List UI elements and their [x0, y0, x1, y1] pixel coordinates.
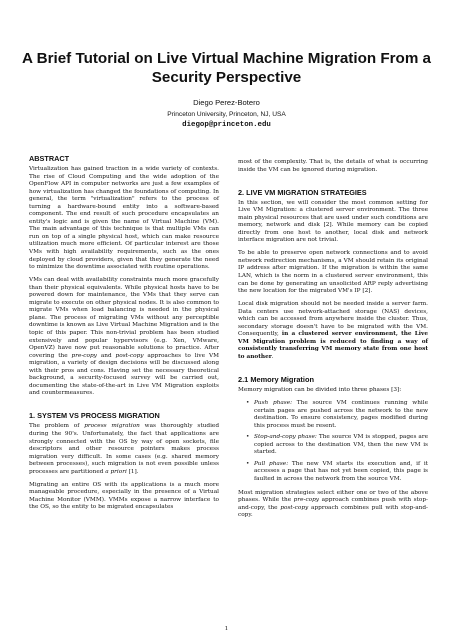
section-2-1-paragraph-2: Most migration strategies select either one or two of the above phases. While the pre-copy approach combines push with stop-and-copy, the post-copy approach combines pull with stop-and-copy. — [238, 489, 428, 519]
page-number: 1 — [224, 626, 229, 632]
section-2-paragraph-3: Local disk migration should not be needed inside a server farm. Data centers use network-attached storage (NAS) devices, which can be accessed from anywhere inside the cluster. Thus, secondary storage doesn't have to be migrated with the VM. Consequently, in a clustered server environment, the Live VM Migration problem is reduced to finding a way of consistently transferring VM memory state from one host to another. — [238, 301, 428, 360]
section-1-paragraph-1: The problem of process migration was thoroughly studied during the 90's. Unfortunately, the fact that applications are strongly connected with the OS by way of open sockets, file descriptors and other resource pointers makes process migration very difficult. In some cases (e.g. shared memory between processes), such migration is not even possible unless processes are partitioned a priori [1]. — [29, 423, 219, 475]
migration-phase-list — [238, 400, 428, 483]
section-1-heading: 1. SYSTEM VS PROCESS MIGRATION — [29, 411, 160, 421]
author-name: Diego Perez-Botero — [193, 98, 260, 107]
section-1-paragraph-2: Migrating an entire OS with its applications is a much more manageable procedure, especially in the presence of a Virtual Machine Monitor (VMM). VMMs expose a narrow interface to the OS, so the entity to be migrated encapsulates — [29, 481, 219, 511]
list-item: • Pull phase: The new VM starts its execution and, if it accesses a page that has not yet been copied, this page is faulted in across the network from the source VM. — [254, 461, 428, 484]
abstract-paragraph-2: VMs can deal with availability constraints much more gracefully than their physical equivalents. While physical hosts have to be powered down for maintenance, the VMs that they serve can migrate to execute on other physical nodes. It is also common to migrate VMs when load balancing is needed in the physical plane. The process of migrating VMs without any perceptible downtime is known as Live Virtual Machine Migration and is the topic of this paper. This non-trivial problem has been studied extensively and popular hypervisors (e.g. Xen, VMware, OpenVZ) have now put reasonable solutions to practice. After covering the pre-copy and post-copy approaches to live VM migration, a variety of design decisions will be discussed along with their pros and cons. Having set the necessary theoretical background, a security-focused survey will be carried out, documenting the state-of-the-art in Live VM Migration exploits and countermeasures. — [29, 277, 219, 397]
list-item: • Stop-and-copy phase: The source VM is stopped, pages are copied across to the destination VM, then the new VM is started. — [254, 434, 428, 457]
section-2-paragraph-1: In this section, we will consider the most common setting for Live VM Migration: a clustered server environment. The three main physical resources that are used under such conditions are memory, network and disk [2]. While memory can be copied directly from one host to another, local disk and network interface migration are not trivial. — [238, 199, 428, 244]
section-2-paragraph-2: To be able to preserve open network connections and to avoid network redirection mechanisms, a VM should retain its original IP address after migration. If the migration is within the same LAN, which is the norm in a clustered server environment, this can be done by generating an unsolicited ARP reply advertising the new location for the migrated VM's IP [2]. — [238, 250, 428, 295]
left-column — [29, 154, 219, 517]
author-email: diegop@princeton.edu — [182, 121, 271, 129]
section-2-1-heading: 2.1 Memory Migration — [238, 375, 314, 385]
list-item: • Push phase: The source VM continues running while certain pages are pushed across the network to the new destination. To ensure consistency, pages modified during this process must be resent. — [254, 400, 428, 430]
abstract-heading: ABSTRACT — [29, 154, 70, 163]
section-1-paragraph-2-continued: most of the complexity. That is, the details of what is occurring inside the VM can be ignored during migration. — [238, 159, 428, 173]
abstract-paragraph-1: Virtualization has gained traction in a wide variety of contexts. The rise of Cloud Computing and the wide adoption of the OpenFlow API in computer networks are just a few examples of how virtualization has changed the foundations of computing. In general, the term "virtualization" refers to the process of turning a hardware-bound entity into a software-based component. The end result of such procedure encapsulates an entity's logic and is given the name of Virtual Machine (VM). The main advantage of this technique is that multiple VMs can run on top of a single physical host, which can make resource utilization much more efficient. Of particular interest are those VMs with high availability requirements, such as the ones deployed by cloud providers, given that they generate the need to minimize the downtime associated with routine operations. — [29, 166, 219, 271]
right-column — [238, 159, 428, 525]
author-affiliation: Princeton University, Princeton, NJ, USA — [167, 111, 286, 118]
section-2-heading: 2. LIVE VM MIGRATION STRATEGIES — [238, 187, 367, 197]
paper-title: A Brief Tutorial on Live Virtual Machine Migration From a Security Perspective — [22, 50, 431, 86]
section-2-1-intro: Memory migration can be divided into three phases [3]: — [238, 387, 402, 394]
